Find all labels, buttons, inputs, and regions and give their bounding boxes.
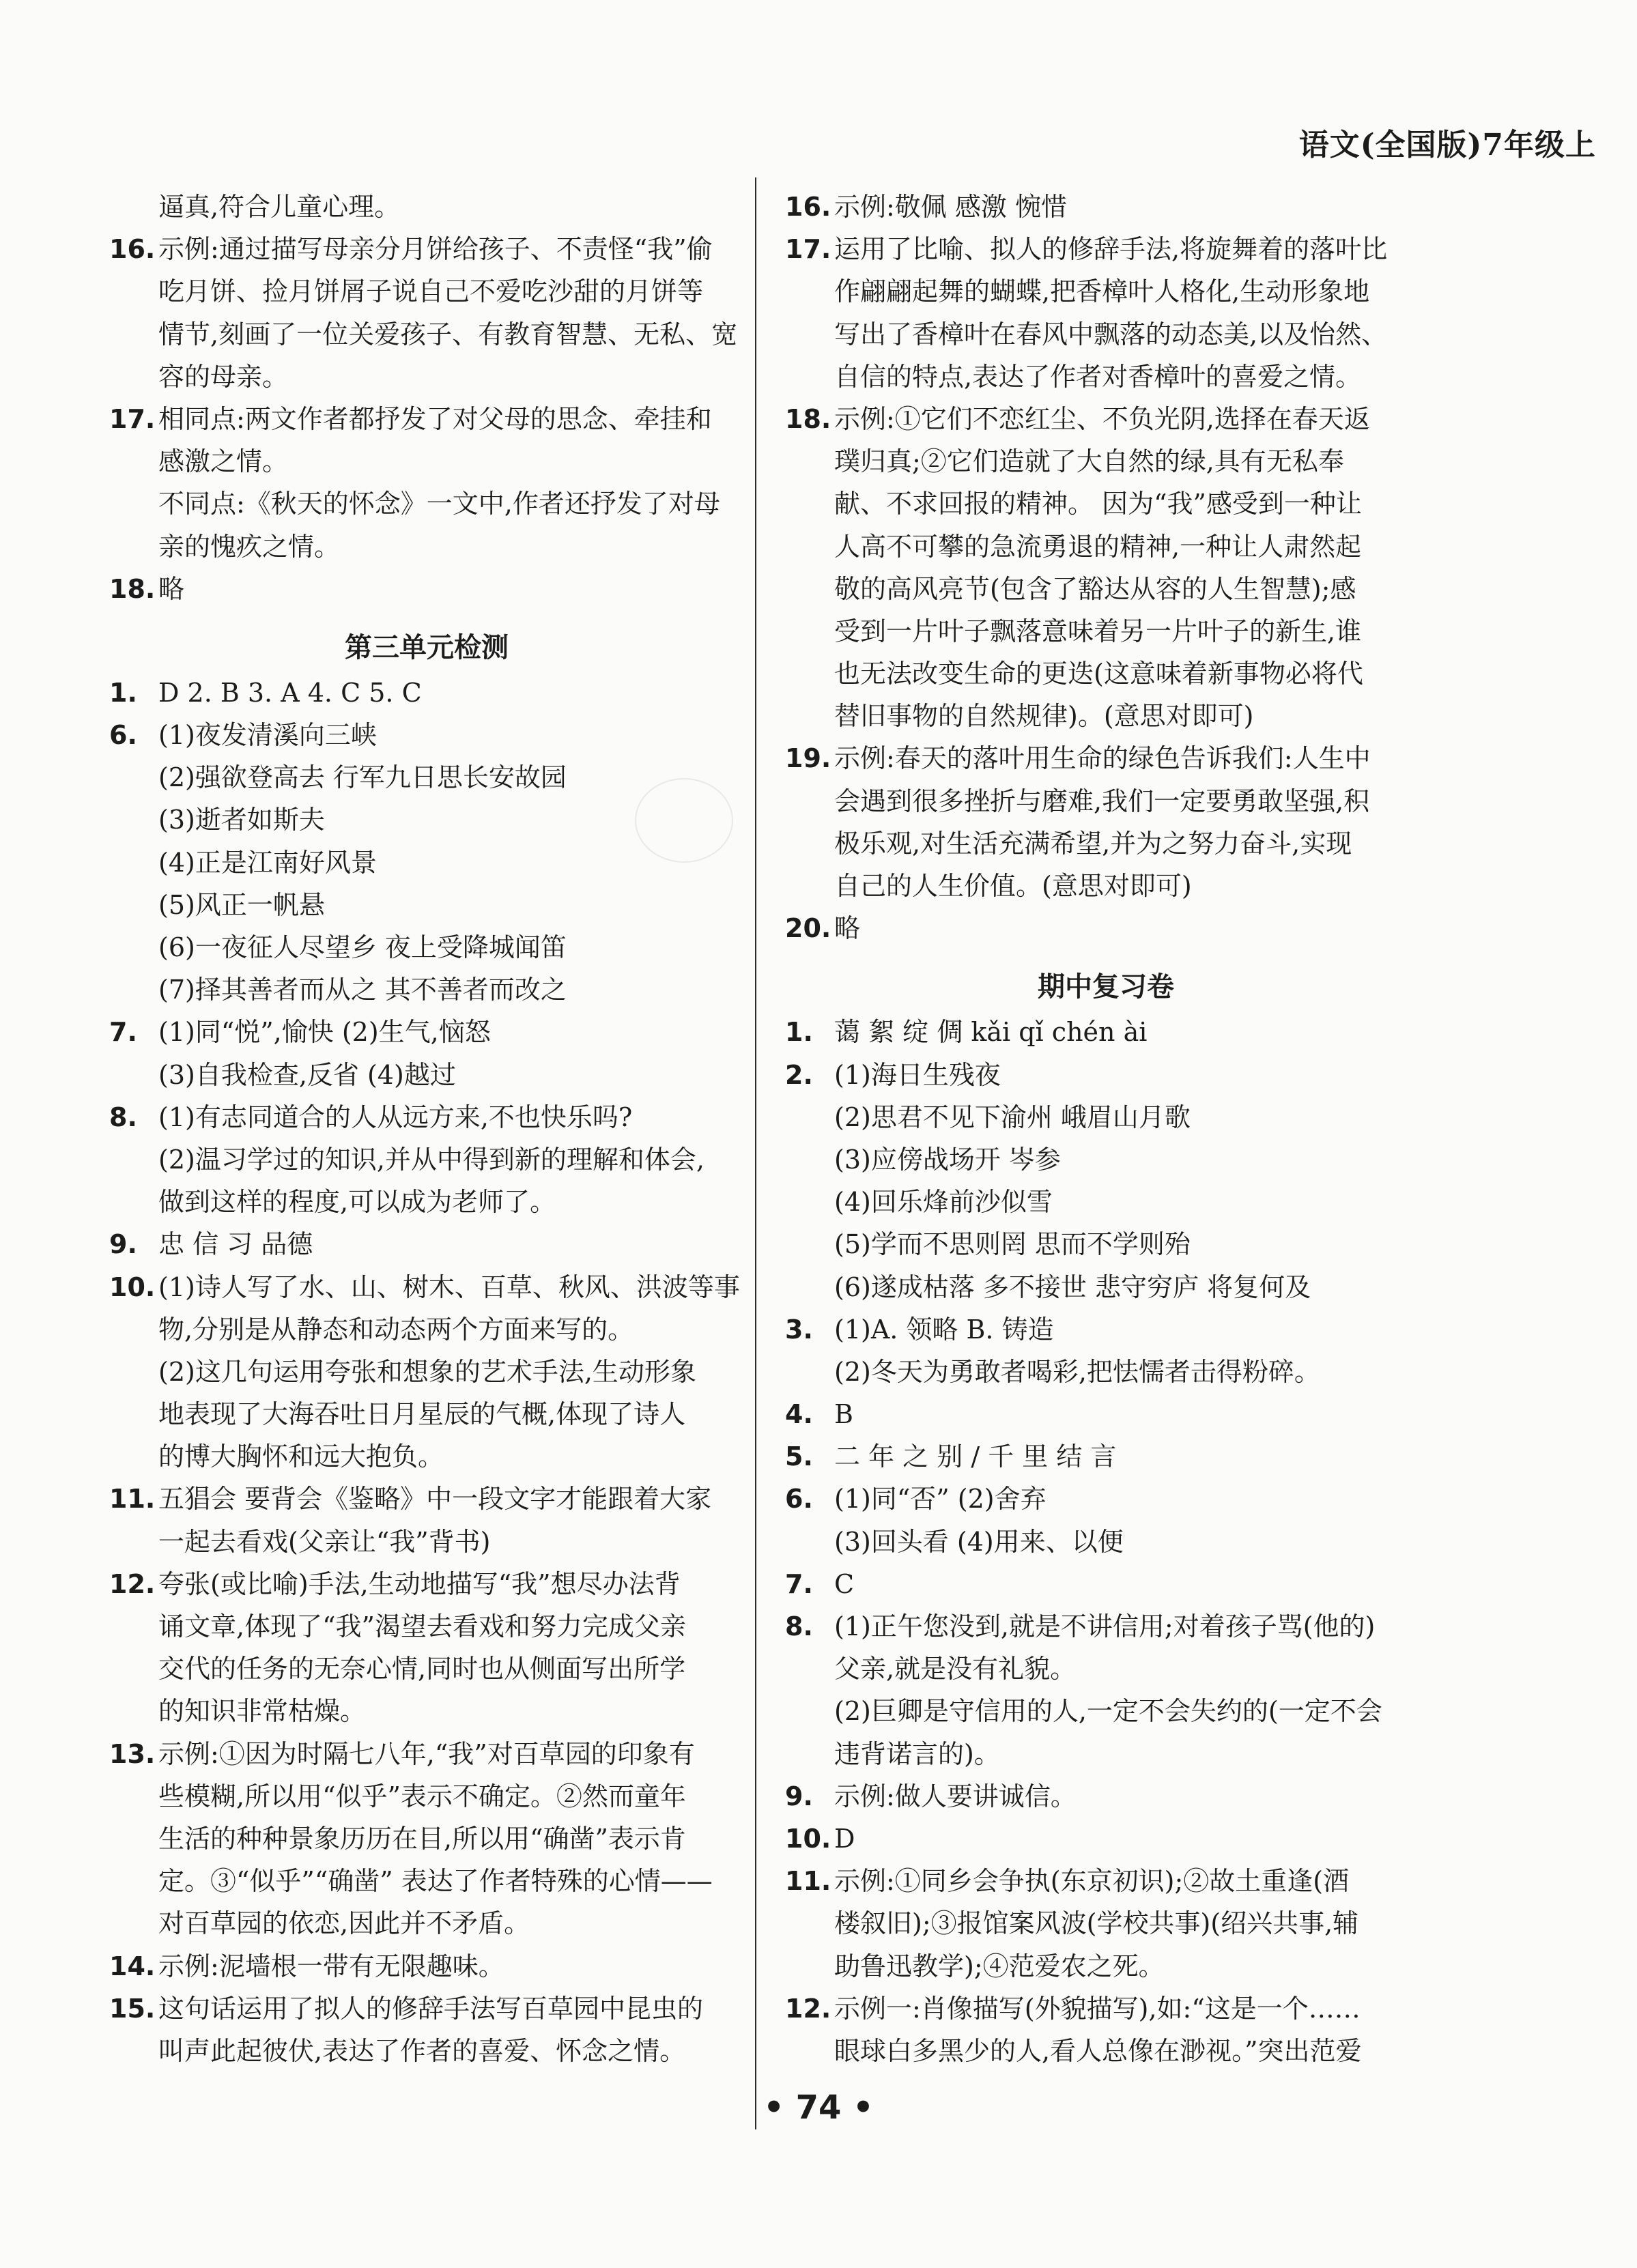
question-number: 18. bbox=[109, 573, 156, 604]
answer-text: 忠 信 习 品德 bbox=[158, 1229, 313, 1260]
answer-line bbox=[109, 228, 744, 270]
answer-text: 情节,刻画了一位关爱孩子、有教育智慧、无私、宽 bbox=[158, 319, 738, 349]
answer-line bbox=[109, 568, 744, 610]
answer-line bbox=[109, 1054, 744, 1096]
answer-text: 略 bbox=[834, 913, 861, 944]
answer-line bbox=[785, 568, 1427, 610]
answer-text: 自信的特点,表达了作者对香樟叶的喜爱之情。 bbox=[834, 361, 1362, 392]
question-number: 9. bbox=[785, 1781, 813, 1811]
answer-text: 敬的高风亮节(包含了豁达从容的人生智慧);感 bbox=[834, 573, 1356, 604]
answer-text: (2)强欲登高去 行军九日思长安故园 bbox=[158, 762, 567, 793]
answer-line bbox=[109, 186, 744, 228]
column-divider bbox=[755, 177, 756, 2129]
answer-line bbox=[109, 1011, 744, 1053]
answer-text: 示例一:肖像描写(外貌描写),如:“这是一个…… bbox=[834, 1993, 1361, 2024]
question-number: 16. bbox=[109, 234, 156, 265]
answer-text: (2)思君不见下渝州 峨眉山月歌 bbox=[834, 1102, 1191, 1132]
answer-line bbox=[785, 398, 1427, 440]
answer-line bbox=[109, 313, 744, 356]
question-number: 14. bbox=[109, 1951, 156, 1981]
answer-line bbox=[109, 1945, 744, 1987]
question-number: 1. bbox=[785, 1017, 813, 1048]
answer-text: 示例:①因为时隔七八年,“我”对百草园的印象有 bbox=[158, 1738, 695, 1769]
answer-text: 示例:泥墙根一带有无限趣味。 bbox=[158, 1951, 504, 1981]
section-heading: 第三单元检测 bbox=[345, 631, 509, 663]
answer-text: 示例:敬佩 感激 惋惜 bbox=[834, 192, 1067, 222]
answer-line bbox=[785, 1096, 1427, 1138]
answer-line bbox=[109, 1096, 744, 1138]
answer-text: 吃月饼、捡月饼屑子说自己不爱吃沙甜的月饼等 bbox=[158, 276, 704, 307]
answer-text: (1)正午您没到,就是不讲信用;对着孩子骂(他的) bbox=[834, 1611, 1376, 1641]
answer-text: 受到一片叶子飘落意味着另一片叶子的新生,谁 bbox=[834, 616, 1362, 646]
question-number: 7. bbox=[785, 1568, 813, 1599]
answer-line bbox=[109, 356, 744, 398]
answer-line bbox=[109, 1266, 744, 1308]
question-number: 7. bbox=[109, 1017, 137, 1048]
answer-line bbox=[109, 1860, 744, 1902]
answer-line bbox=[785, 1902, 1427, 1944]
answer-line bbox=[785, 1478, 1427, 1520]
answer-text: (1)同“否” (2)舍弃 bbox=[834, 1484, 1047, 1515]
question-number: 16. bbox=[785, 192, 831, 222]
answer-line bbox=[109, 1818, 744, 1860]
answer-line bbox=[785, 1605, 1427, 1648]
answer-line bbox=[785, 483, 1427, 525]
answer-line bbox=[109, 1138, 744, 1181]
answer-text: (4)回乐烽前沙似雪 bbox=[834, 1187, 1053, 1218]
answer-text: 蔼 絮 绽 倜 kǎi qǐ chén ài bbox=[834, 1017, 1148, 1048]
answer-line bbox=[785, 2030, 1427, 2072]
answer-text: 叫声此起彼伏,表达了作者的喜爱、怀念之情。 bbox=[158, 2035, 686, 2066]
answer-text: 璞归真;②它们造就了大自然的绿,具有无私奉 bbox=[834, 446, 1344, 477]
answer-line bbox=[785, 1860, 1427, 1902]
question-number: 11. bbox=[785, 1866, 831, 1897]
answer-text: (1)夜发清溪向三峡 bbox=[158, 720, 377, 751]
answer-text: (1)海日生残夜 bbox=[834, 1059, 1001, 1090]
answer-text: (1)诗人写了水、山、树木、百草、秋风、洪波等事 bbox=[158, 1272, 740, 1302]
answer-text: (5)学而不思则罔 思而不学则殆 bbox=[834, 1229, 1191, 1260]
answer-text: 示例:①它们不恋红尘、不负光阴,选择在春天返 bbox=[834, 403, 1370, 434]
section-heading: 期中复习卷 bbox=[1038, 971, 1174, 1003]
answer-text: (5)风正一帆悬 bbox=[158, 889, 325, 920]
answer-line bbox=[785, 356, 1427, 398]
answer-text: 诵文章,体现了“我”渴望去看戏和努力完成父亲 bbox=[158, 1611, 686, 1641]
answer-text: 地表现了大海吞吐日月星辰的气概,体现了诗人 bbox=[158, 1399, 686, 1430]
answer-line bbox=[109, 1181, 744, 1223]
answer-line bbox=[785, 526, 1427, 568]
answer-text: 些模糊,所以用“似乎”表示不确定。②然而童年 bbox=[158, 1781, 686, 1811]
answer-text: 人高不可攀的急流勇退的精神,一种让人肃然起 bbox=[834, 531, 1362, 562]
answer-line bbox=[109, 1521, 744, 1563]
question-number: 12. bbox=[109, 1568, 156, 1599]
answer-line bbox=[109, 1775, 744, 1818]
answer-text: (1)有志同道合的人从远方来,不也快乐吗? bbox=[158, 1102, 633, 1132]
answer-line bbox=[109, 440, 744, 483]
page-number: • 74 • bbox=[763, 2088, 874, 2127]
question-number: 5. bbox=[785, 1441, 813, 1472]
answer-line bbox=[785, 1054, 1427, 1096]
answer-text: 做到这样的程度,可以成为老师了。 bbox=[158, 1187, 556, 1218]
answer-text: (2)巨卿是守信用的人,一定不会失约的(一定不会 bbox=[834, 1696, 1382, 1727]
question-number: 17. bbox=[109, 403, 156, 434]
answer-line bbox=[785, 780, 1427, 822]
answer-line bbox=[785, 1266, 1427, 1308]
answer-text: 相同点:两文作者都抒发了对父母的思念、牵挂和 bbox=[158, 403, 712, 434]
right-column bbox=[785, 186, 1427, 2072]
answer-text: 容的母亲。 bbox=[158, 361, 289, 392]
answer-text: 一起去看戏(父亲让“我”背书) bbox=[158, 1526, 491, 1557]
question-number: 15. bbox=[109, 1993, 156, 2024]
answer-text: 作翩翩起舞的蝴蝶,把香樟叶人格化,生动形象地 bbox=[834, 276, 1370, 307]
answer-line bbox=[785, 1818, 1427, 1860]
answer-text: 对百草园的依恋,因此并不矛盾。 bbox=[158, 1908, 530, 1939]
question-number: 20. bbox=[785, 913, 831, 944]
answer-text: (2)这几句运用夸张和想象的艺术手法,生动形象 bbox=[158, 1356, 696, 1387]
answer-text: 眼球白多黑少的人,看人总像在渺视。”突出范爱 bbox=[834, 2035, 1362, 2066]
answer-text: 示例:春天的落叶用生命的绿色告诉我们:人生中 bbox=[834, 743, 1371, 774]
answer-text: 写出了香樟叶在春风中飘落的动态美,以及怡然、 bbox=[834, 319, 1388, 349]
answer-line bbox=[785, 1308, 1427, 1351]
answer-line bbox=[109, 270, 744, 313]
answer-line bbox=[785, 270, 1427, 313]
answer-line bbox=[109, 1478, 744, 1520]
answer-text: 生活的种种景象历历在目,所以用“确凿”表示肯 bbox=[158, 1823, 686, 1854]
answer-text: 示例:①同乡会争执(东京初识);②故土重逢(酒 bbox=[834, 1866, 1350, 1897]
answer-text: D 2. B 3. A 4. C 5. C bbox=[158, 677, 422, 708]
answer-line bbox=[785, 610, 1427, 652]
answer-text: 会遇到很多挫折与磨难,我们一定要勇敢坚强,积 bbox=[834, 786, 1370, 816]
answer-line bbox=[785, 1223, 1427, 1265]
answer-line bbox=[109, 968, 744, 1011]
answer-text: (3)自我检查,反省 (4)越过 bbox=[158, 1059, 456, 1090]
question-number: 4. bbox=[785, 1399, 813, 1430]
answer-text: 示例:通过描写母亲分月饼给孩子、不责怪“我”偷 bbox=[158, 234, 713, 265]
answer-text: (3)逝者如斯夫 bbox=[158, 805, 325, 835]
answer-text: 交代的任务的无奈心情,同时也从侧面写出所学 bbox=[158, 1654, 686, 1684]
answer-line bbox=[785, 822, 1427, 865]
answer-text: 二 年 之 别 / 千 里 结 言 bbox=[834, 1441, 1117, 1472]
answer-text: 逼真,符合儿童心理。 bbox=[158, 192, 401, 222]
answer-line bbox=[785, 1181, 1427, 1223]
answer-line bbox=[785, 1733, 1427, 1775]
answer-line bbox=[109, 526, 744, 568]
answer-line bbox=[785, 1138, 1427, 1181]
answer-line bbox=[109, 2030, 744, 2072]
answer-line bbox=[785, 1435, 1427, 1478]
question-number: 18. bbox=[785, 403, 831, 434]
answer-text: 定。③“似乎”“确凿” 表达了作者特殊的心情—— bbox=[158, 1866, 713, 1897]
question-number: 2. bbox=[785, 1059, 813, 1090]
answer-text: C bbox=[834, 1568, 855, 1599]
answer-line bbox=[785, 865, 1427, 907]
question-number: 12. bbox=[785, 1993, 831, 2024]
answer-text: (6)一夜征人尽望乡 夜上受降城闻笛 bbox=[158, 932, 567, 962]
answer-line bbox=[785, 1945, 1427, 1987]
answer-line bbox=[785, 1987, 1427, 2030]
answer-line bbox=[785, 1690, 1427, 1732]
answer-text: 替旧事物的自然规律)。(意思对即可) bbox=[834, 701, 1254, 732]
question-number: 10. bbox=[785, 1823, 831, 1854]
answer-line bbox=[785, 1351, 1427, 1393]
answer-line bbox=[109, 1308, 744, 1351]
answer-text: 极乐观,对生活充满希望,并为之努力奋斗,实现 bbox=[834, 828, 1352, 859]
answer-line bbox=[785, 228, 1427, 270]
question-number: 17. bbox=[785, 234, 831, 265]
answer-line bbox=[109, 672, 744, 714]
answer-text: (2)冬天为勇敢者喝彩,把怯懦者击得粉碎。 bbox=[834, 1356, 1320, 1387]
answer-line bbox=[109, 483, 744, 525]
answer-line bbox=[785, 313, 1427, 356]
answer-text: 这句话运用了拟人的修辞手法写百草园中昆虫的 bbox=[158, 1993, 704, 2024]
answer-line bbox=[785, 652, 1427, 695]
answer-line bbox=[785, 1011, 1427, 1053]
answer-text: 物,分别是从静态和动态两个方面来写的。 bbox=[158, 1314, 634, 1345]
question-number: 10. bbox=[109, 1272, 156, 1302]
answer-text: (6)遂成枯落 多不接世 悲守穷庐 将复何及 bbox=[834, 1272, 1311, 1302]
answer-line bbox=[785, 1648, 1427, 1690]
question-number: 19. bbox=[785, 743, 831, 774]
answer-line bbox=[785, 907, 1427, 949]
question-number: 6. bbox=[785, 1484, 813, 1515]
answer-line bbox=[109, 1605, 744, 1648]
answer-text: 不同点:《秋天的怀念》一文中,作者还抒发了对母 bbox=[158, 489, 720, 519]
answer-line bbox=[785, 440, 1427, 483]
question-number: 1. bbox=[109, 677, 137, 708]
answer-line bbox=[785, 1521, 1427, 1563]
answer-line bbox=[785, 1393, 1427, 1435]
left-column bbox=[109, 186, 744, 2072]
answer-line bbox=[109, 1648, 744, 1690]
answer-text: (4)正是江南好风景 bbox=[158, 847, 377, 878]
answer-text: (3)回头看 (4)用来、以便 bbox=[834, 1526, 1124, 1557]
watermark-stamp bbox=[635, 778, 733, 863]
question-number: 8. bbox=[109, 1102, 137, 1132]
answer-line bbox=[109, 1393, 744, 1435]
answer-line bbox=[785, 186, 1427, 228]
answer-text: 父亲,就是没有礼貌。 bbox=[834, 1654, 1077, 1684]
answer-line bbox=[785, 1563, 1427, 1605]
answer-text: 助鲁迅教学);④范爱农之死。 bbox=[834, 1951, 1165, 1981]
answer-text: 的博大胸怀和远大抱负。 bbox=[158, 1441, 444, 1472]
answer-text: 亲的愧疚之情。 bbox=[158, 531, 341, 562]
answer-text: 自己的人生价值。(意思对即可) bbox=[834, 871, 1192, 901]
answer-text: 的知识非常枯燥。 bbox=[158, 1696, 367, 1727]
answer-text: B bbox=[834, 1399, 853, 1430]
answer-text: 献、不求回报的精神。 因为“我”感受到一种让 bbox=[834, 489, 1362, 519]
answer-line bbox=[109, 1563, 744, 1605]
page-header-title: 语文(全国版)7年级上 bbox=[1298, 128, 1596, 162]
answer-line bbox=[785, 737, 1427, 779]
question-number: 6. bbox=[109, 720, 137, 751]
answer-text: (1)A. 领略 B. 铸造 bbox=[834, 1314, 1054, 1345]
answer-line bbox=[785, 695, 1427, 737]
answer-text: 示例:做人要讲诚信。 bbox=[834, 1781, 1077, 1811]
answer-line bbox=[109, 1733, 744, 1775]
answer-text: 违背诺言的)。 bbox=[834, 1738, 1000, 1769]
answer-line bbox=[109, 926, 744, 968]
answer-line bbox=[785, 1775, 1427, 1818]
answer-text: (1)同“悦”,愉快 (2)生气,恼怒 bbox=[158, 1017, 491, 1048]
answer-line bbox=[109, 884, 744, 926]
answer-line bbox=[109, 1690, 744, 1732]
answer-text: 运用了比喻、拟人的修辞手法,将旋舞着的落叶比 bbox=[834, 234, 1388, 265]
answer-text: 略 bbox=[158, 573, 185, 604]
answer-text: (2)温习学过的知识,并从中得到新的理解和体会, bbox=[158, 1144, 704, 1175]
answer-line bbox=[109, 1351, 744, 1393]
answer-text: 感激之情。 bbox=[158, 446, 289, 477]
question-number: 3. bbox=[785, 1314, 813, 1345]
answer-line bbox=[109, 1435, 744, 1478]
answer-line bbox=[109, 1987, 744, 2030]
answer-text: 楼叙旧);③报馆案风波(学校共事)(绍兴共事,辅 bbox=[834, 1908, 1359, 1939]
question-number: 8. bbox=[785, 1611, 813, 1641]
answer-line bbox=[109, 714, 744, 756]
answer-text: D bbox=[834, 1823, 855, 1854]
answer-line bbox=[109, 398, 744, 440]
question-number: 11. bbox=[109, 1484, 156, 1515]
answer-text: (3)应傍战场开 岑参 bbox=[834, 1144, 1061, 1175]
answer-text: 夸张(或比喻)手法,生动地描写“我”想尽办法背 bbox=[158, 1568, 681, 1599]
answer-text: (7)择其善者而从之 其不善者而改之 bbox=[158, 975, 567, 1005]
question-number: 13. bbox=[109, 1738, 156, 1769]
question-number: 9. bbox=[109, 1229, 137, 1260]
answer-text: 也无法改变生命的更迭(这意味着新事物必将代 bbox=[834, 659, 1363, 689]
answer-line bbox=[109, 1223, 744, 1265]
answer-text: 五猖会 要背会《鉴略》中一段文字才能跟着大家 bbox=[158, 1484, 712, 1515]
answer-line bbox=[109, 1902, 744, 1944]
